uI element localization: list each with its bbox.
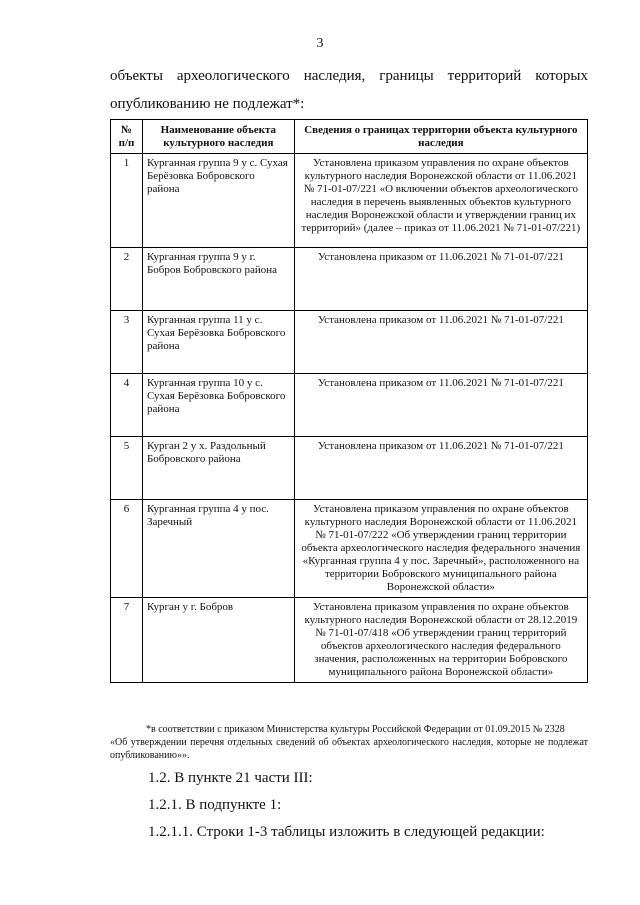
intro-text-line-1: объекты археологического наследия, границы территорий которых [110,68,588,84]
row-boundary-info: Установлена приказом от 11.06.2021 № 71-01-07/221 [294,311,587,374]
table-row [111,154,588,248]
footnote [110,723,588,762]
footnote-line-1: *в соответствии с приказом Министерства культуры Российской Федерации от 01.09.2015 № 2328 [146,724,565,735]
paragraph-1-2-1: 1.2.1. В подпункте 1: [148,797,282,813]
row-object-name: Курганная группа 10 у с. Сухая Берёзовка Бобровского района [142,374,294,437]
table-row [111,311,588,374]
table-row [111,500,588,598]
row-number: 3 [111,311,143,374]
row-object-name: Курганная группа 11 у с. Сухая Берёзовка Бобровского района [142,311,294,374]
row-boundary-info: Установлена приказом от 11.06.2021 № 71-01-07/221 [294,374,587,437]
header-number: № п/п [111,120,143,154]
row-number: 2 [111,248,143,311]
row-number: 4 [111,374,143,437]
row-number: 6 [111,500,143,598]
row-boundary-info: Установлена приказом управления по охране объектов культурного наследия Воронежской области от 11.06.2021 № 71-01-07/222 «Об утверждении границ территории объекта археологического наследия федерального значения «Курганная группа 4 у пос. Заречный», расположенного на территории Бобровского муниципального района Воронежской области» [294,500,587,598]
row-object-name: Курганная группа 4 у пос. Заречный [142,500,294,598]
header-boundary-info: Сведения о границах территории объекта культурного наследия [294,120,587,154]
paragraph-1-2-1-1: 1.2.1.1. Строки 1-3 таблицы изложить в следующей редакции: [148,824,545,840]
row-object-name: Курганная группа 9 у с. Сухая Берёзовка Бобровского района [142,154,294,248]
table-row [111,598,588,683]
paragraph-1-2: 1.2. В пункте 21 части III: [148,770,313,786]
row-object-name: Курган 2 у х. Раздольный Бобровского района [142,437,294,500]
table-row [111,374,588,437]
row-number: 7 [111,598,143,683]
table-row [111,248,588,311]
page-number: 3 [316,36,324,51]
heritage-sites-table [110,119,588,683]
intro-text-line-2: опубликованию не подлежат*: [110,96,305,112]
footnote-line-2: «Об утверждении перечня отдельных сведений об объектах археологического наследия, которые не подлежат опубликованию»». [110,737,588,761]
header-object-name: Наименование объекта культурного наследия [142,120,294,154]
row-object-name: Курган у г. Бобров [142,598,294,683]
row-object-name: Курганная группа 9 у г. Бобров Бобровского района [142,248,294,311]
table-row [111,437,588,500]
row-number: 5 [111,437,143,500]
row-boundary-info: Установлена приказом управления по охране объектов культурного наследия Воронежской области от 28.12.2019 № 71-01-07/418 «Об утверждении границ территорий объектов археологического наследия федерального значения, расположенных на территории Бобровского муниципального района Воронежской области» [294,598,587,683]
row-boundary-info: Установлена приказом от 11.06.2021 № 71-01-07/221 [294,437,587,500]
table-header-row [111,120,588,154]
row-number: 1 [111,154,143,248]
row-boundary-info: Установлена приказом от 11.06.2021 № 71-01-07/221 [294,248,587,311]
row-boundary-info: Установлена приказом управления по охране объектов культурного наследия Воронежской области от 11.06.2021 № 71-01-07/221 «О включении объектов археологического наследия в перечень выявленных объектов культурного наследия Воронежской области и утверждении границ их территорий» (далее – приказ от 11.06.2021 № 71-01-07/221) [294,154,587,248]
